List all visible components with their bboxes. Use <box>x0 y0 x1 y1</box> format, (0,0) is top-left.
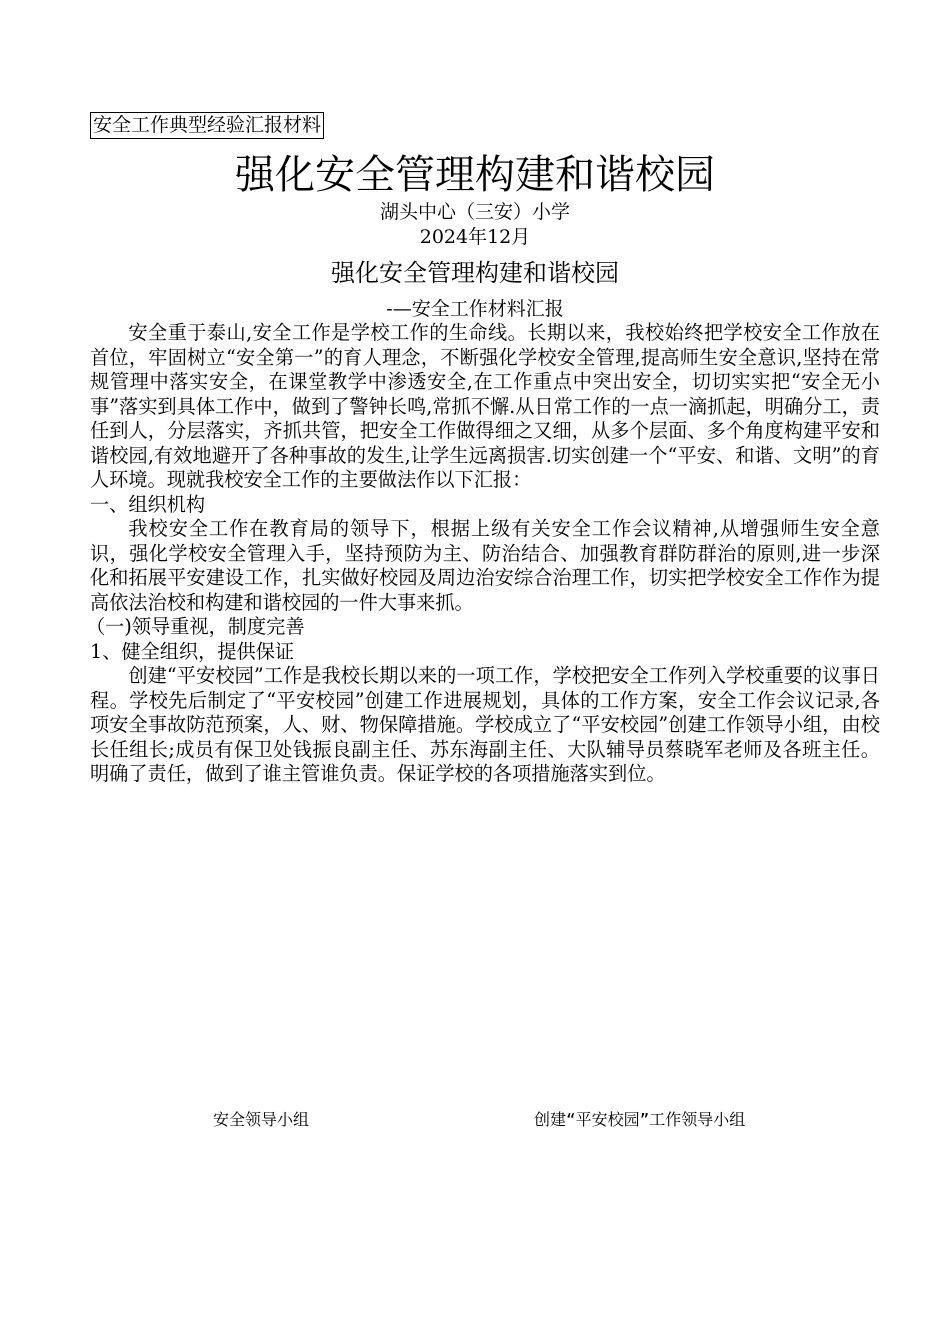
report-date: 2024年12月 <box>419 226 531 248</box>
safety-leading-group-caption: 安全领导小组 <box>213 1110 310 1129</box>
heading-organization: 一、组织机构 <box>90 492 206 516</box>
report-body <box>86 321 880 787</box>
document-tag: 安全工作典型经验汇报材料 <box>90 112 324 139</box>
heading-organization-guarantee: 1、健全组织，提供保证 <box>90 639 295 663</box>
intro-paragraph: 安全重于泰山,安全工作是学校工作的生命线。长期以来，我校始终把学校安全工作放在首位，牢固树立“安全第一”的育人理念，不断强化学校安全管理,提高师生安全意识,坚持在常规管理中落实安全，在课堂教学中渗透安全,在工作重点中突出安全，切切实实把“安全无小事”落实到具体工作中，做到了警钟长鸣,常抓不懈.从日常工作的一点一滴抓起，明确分工，责任到人，分层落实，齐抓共管，把安全工作做得细之又细，从多个层面、多个角度构建平安和谐校园,有效地避开了各种事故的发生,让学生远离损害.切实创建一个“平安、和谐、文明”的育人环境。现就我校安全工作的主要做法作以下汇报： <box>90 321 880 491</box>
section-subtitle: -—安全工作材料汇报 <box>386 298 564 320</box>
guarantee-paragraph: 创建“平安校园”工作是我校长期以来的一项工作，学校把安全工作列入学校重要的议事日程。学校先后制定了“平安校园”创建工作进展规划，具体的工作方案，安全工作会议记录,各项安全事故防范预案，人、财、物保障措施。学校成立了“平安校园”创建工作领导小组，由校长任组长;成员有保卫处钱振良副主任、苏东海副主任、大队辅导员蔡晓军老师及各班主任。明确了责任，做到了谁主管谁负责。保证学校的各项措施落实到位。 <box>90 664 880 785</box>
main-title: 强化安全管理构建和谐校园 <box>235 152 715 198</box>
section-title: 强化安全管理构建和谐校园 <box>331 259 619 287</box>
school-name: 湖头中心（三安）小学 <box>379 201 570 223</box>
safe-campus-group-caption: 创建“平安校园”工作领导小组 <box>534 1110 746 1129</box>
heading-leadership: （一)领导重视，制度完善 <box>86 615 305 638</box>
organization-paragraph: 我校安全工作在教育局的领导下，根据上级有关安全工作会议精神,从增强师生安全意识，强化学校安全管理入手，坚持预防为主、防治结合、加强教育群防群治的原则,进一步深化和拓展平安建设工作，扎实做好校园及周边治安综合治理工作，切实把学校安全工作作为提高依法治校和构建和谐校园的一件大事来抓。 <box>90 517 880 614</box>
